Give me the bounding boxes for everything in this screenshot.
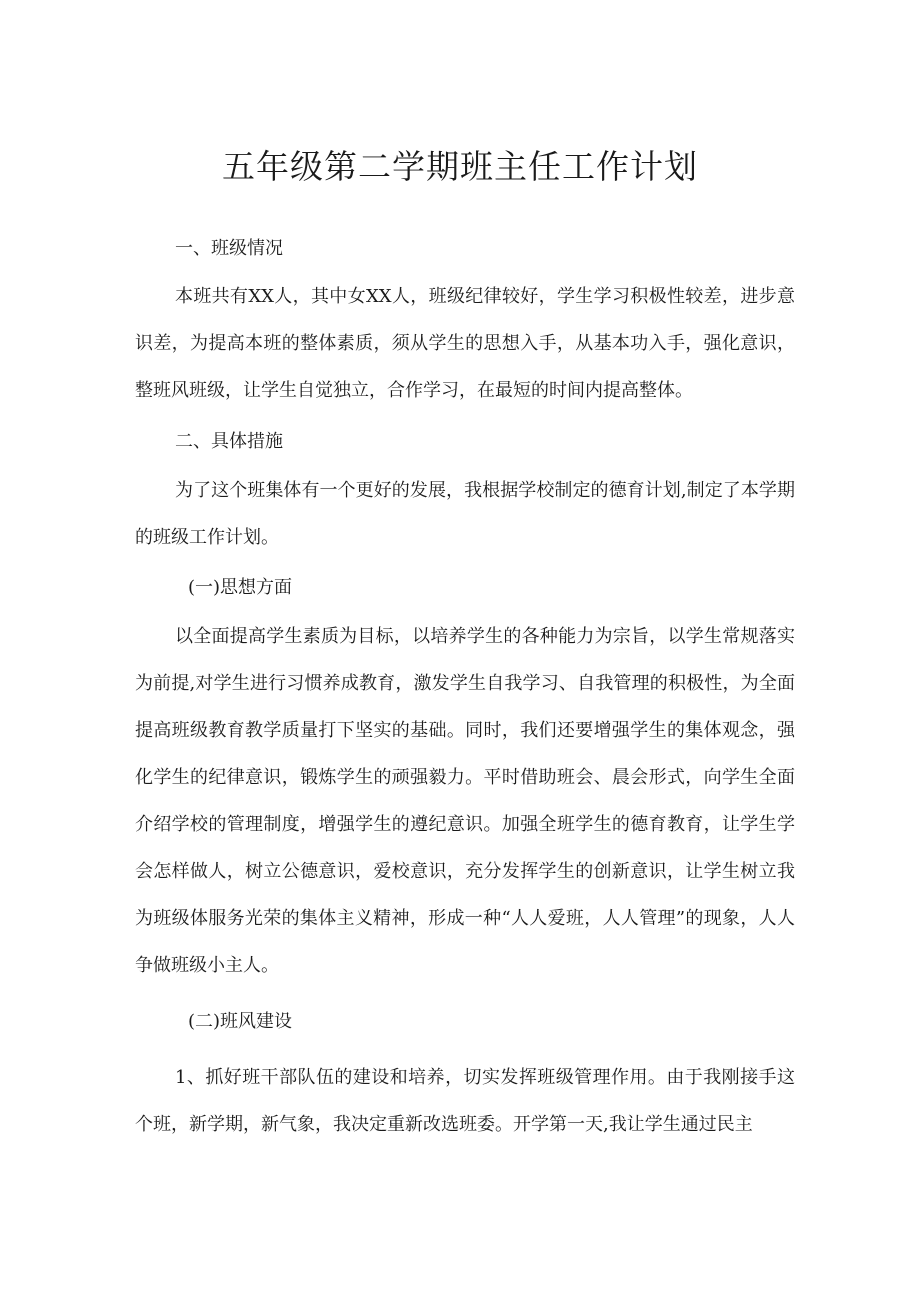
paragraph-ideology: 以全面提高学生素质为目标，以培养学生的各种能力为宗旨，以学生常规落实为前提,对学生进行习惯养成教育，激发学生自我学习、自我管理的积极性，为全面提高班级教育教学质量打下坚实的基础。同时，我们还要增强学生的集体观念，强化学生的纪律意识，锻炼学生的顽强毅力。平时借助班会、晨会形式，向学生全面介绍学校的管理制度，增强学生的遵纪意识。加强全班学生的德育教育，让学生学会怎样做人，树立公德意识，爱校意识，充分发挥学生的创新意识，让学生树立我为班级体服务光荣的集体主义精神，形成一种“人人爱班，人人管理”的现象，人人争做班级小主人。 — [135, 626, 795, 976]
paragraph-class-style: 1、抓好班干部队伍的建设和培养，切实发挥班级管理作用。由于我刚接手这个班，新学期，新气象，我决定重新改选班委。开学第一天,我让学生通过民主 — [135, 1067, 795, 1135]
section-heading-class-situation: 一、班级情况 — [175, 238, 283, 259]
document-title: 五年级第二学期班主任工作计划 — [222, 147, 698, 186]
paragraph-measures-intro: 为了这个班集体有一个更好的发展，我根据学校制定的德育计划,制定了本学期的班级工作计划。 — [135, 480, 795, 548]
section-heading-measures: 二、具体措施 — [175, 431, 283, 452]
paragraph-class-situation: 本班共有XX人，其中女XX人，班级纪律较好，学生学习积极性较差，进步意识差，为提高本班的整体素质，须从学生的思想入手，从基本功入手，强化意识，整班风班级，让学生自觉独立，合作学习，在最短的时间内提高整体。 — [135, 286, 795, 401]
subsection-heading-class-style: (二)班风建设 — [188, 1011, 293, 1032]
subsection-heading-ideology: (一)思想方面 — [188, 577, 293, 598]
